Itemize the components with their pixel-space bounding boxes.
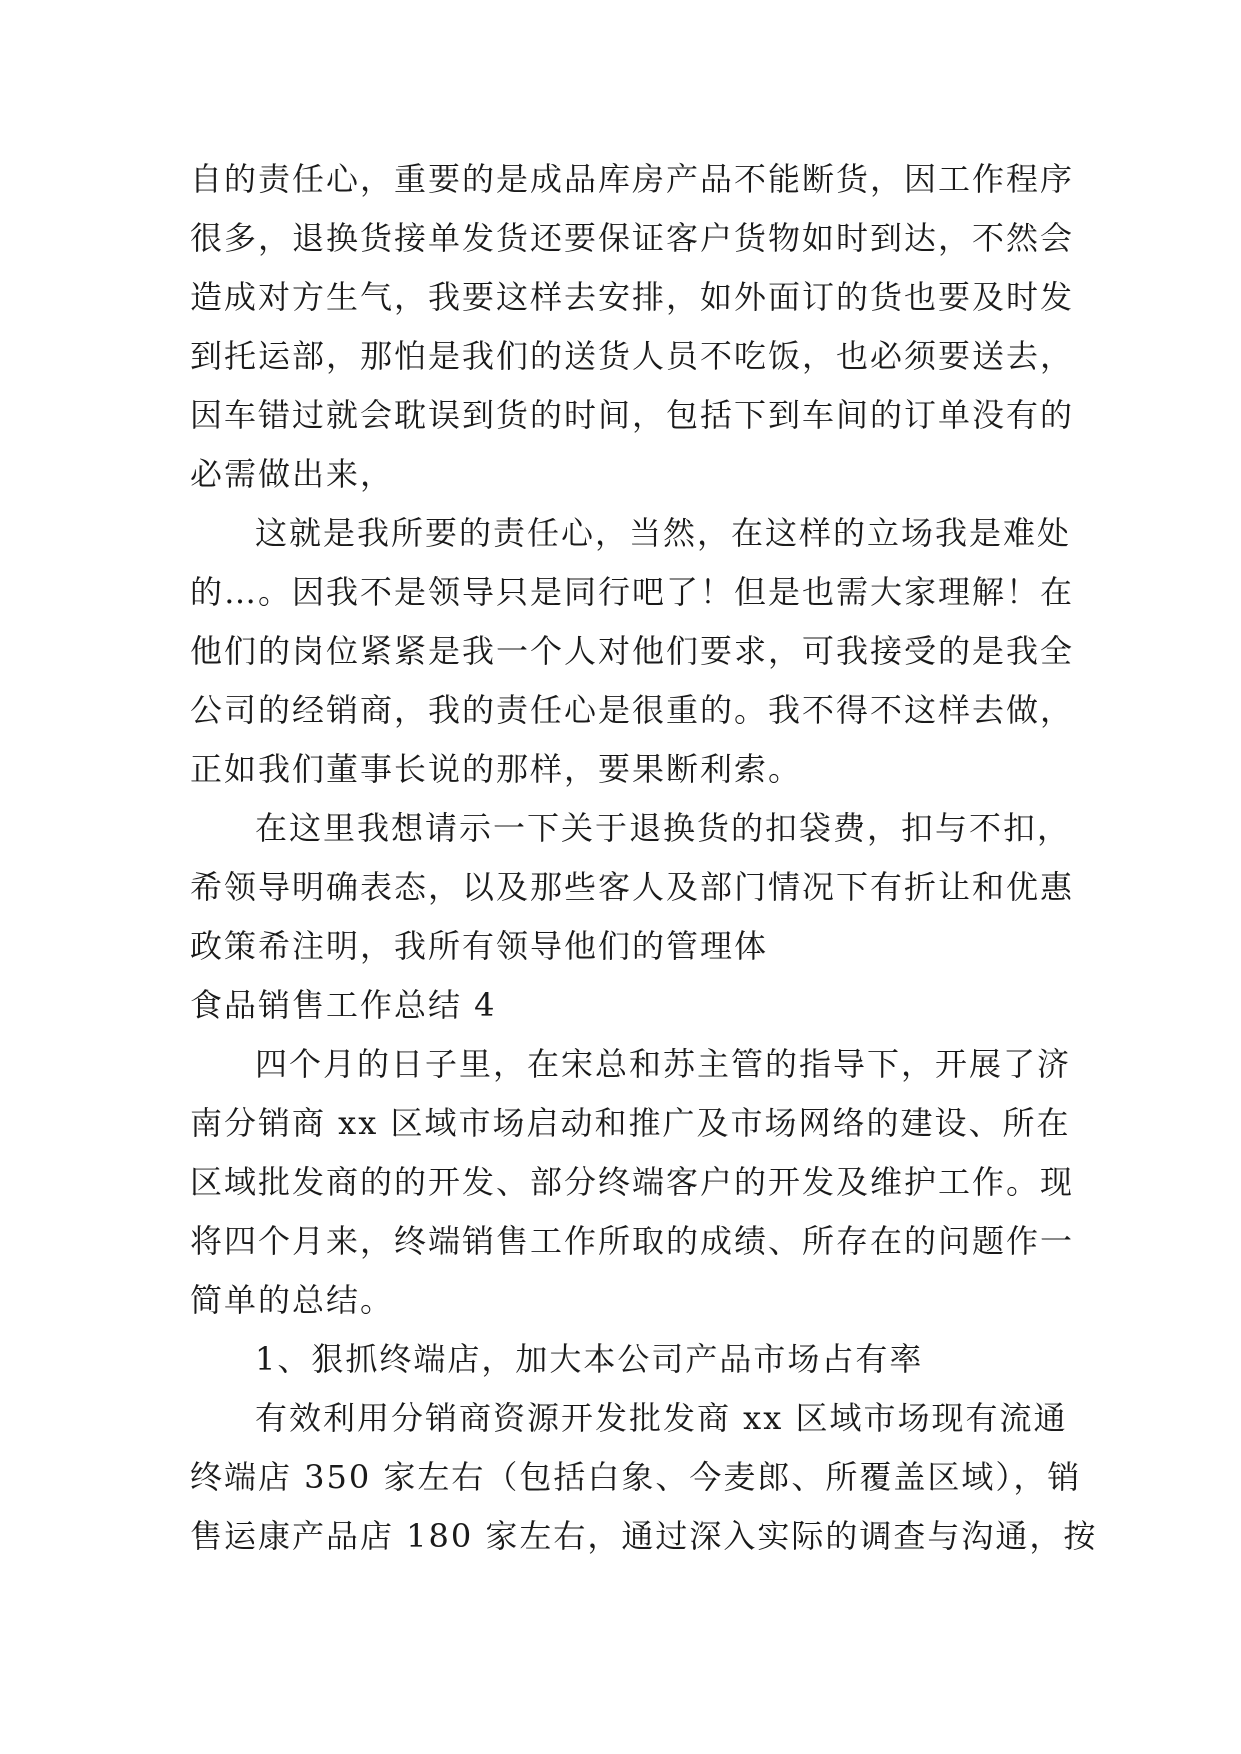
- text-line: 在这里我想请示一下关于退换货的扣袋费，扣与不扣，: [255, 809, 1072, 847]
- text-line: 公司的经销商，我的责任心是很重的。我不得不这样去做，: [190, 691, 1075, 729]
- text-line: 1、狠抓终端店，加大本公司产品市场占有率: [255, 1340, 924, 1378]
- text-line: 的…。因我不是领导只是同行吧了！但是也需大家理解！在: [190, 573, 1075, 611]
- text-line: 终端店 350 家左右（包括白象、今麦郎、所覆盖区域），销: [190, 1458, 1082, 1496]
- text-line: 南分销商 xx 区域市场启动和推广及市场网络的建设、所在: [190, 1104, 1071, 1142]
- text-line: 有效利用分销商资源开发批发商 xx 区域市场现有流通: [255, 1399, 1068, 1437]
- text-line: 他们的岗位紧紧是我一个人对他们要求，可我接受的是我全: [190, 632, 1075, 670]
- text-line: 正如我们董事长说的那样，要果断利索。: [190, 750, 803, 788]
- text-line: 售运康产品店 180 家左右，通过深入实际的调查与沟通，按: [190, 1517, 1098, 1555]
- text-line: 自的责任心，重要的是成品库房产品不能断货，因工作程序: [190, 160, 1075, 198]
- text-line: 区域批发商的的开发、部分终端客户的开发及维护工作。现: [190, 1163, 1075, 1201]
- text-line: 四个月的日子里，在宋总和苏主管的指导下，开展了济: [255, 1045, 1072, 1083]
- text-line: 到托运部，那怕是我们的送货人员不吃饭，也必须要送去，: [190, 337, 1075, 375]
- text-line: 简单的总结。: [190, 1281, 395, 1319]
- text-line: 很多，退换货接单发货还要保证客户货物如时到达，不然会: [190, 219, 1075, 257]
- section-heading: 食品销售工作总结 4: [190, 986, 497, 1024]
- text-line: 必需做出来，: [190, 455, 395, 493]
- text-line: 造成对方生气，我要这样去安排，如外面订的货也要及时发: [190, 278, 1075, 316]
- document-body: [190, 150, 1098, 1566]
- text-line: 这就是我所要的责任心，当然，在这样的立场我是难处: [255, 514, 1072, 552]
- text-line: 将四个月来，终端销售工作所取的成绩、所存在的问题作一: [190, 1222, 1075, 1260]
- text-line: 因车错过就会耽误到货的时间，包括下到车间的订单没有的: [190, 396, 1075, 434]
- text-line: 希领导明确表态，以及那些客人及部门情况下有折让和优惠: [190, 868, 1075, 906]
- text-line: 政策希注明，我所有领导他们的管理体: [190, 927, 769, 965]
